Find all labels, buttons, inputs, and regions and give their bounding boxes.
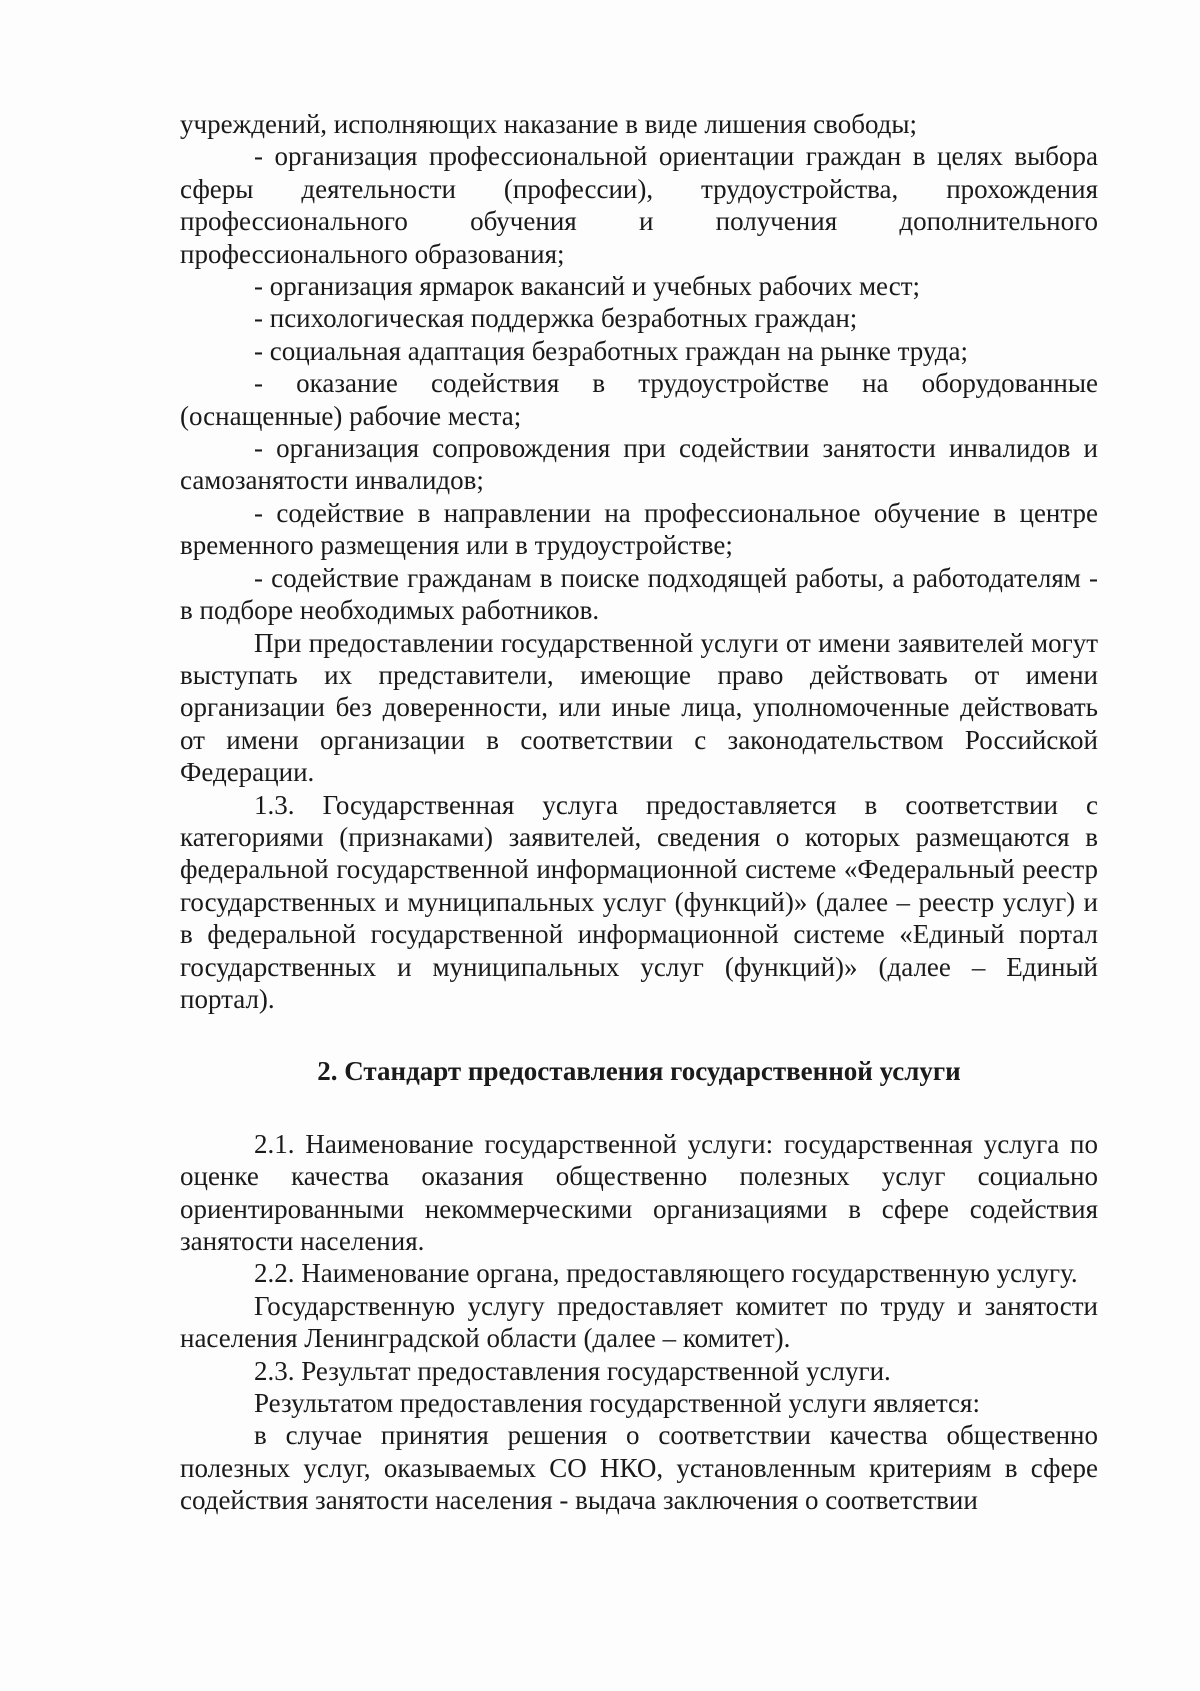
section-heading: 2. Стандарт предоставления государственной услуги (317, 1056, 961, 1087)
paragraph-provider: Государственную услугу предоставляет комитет по труду и занятости населения Ленинградской области (далее – комитет). (180, 1290, 1098, 1354)
paragraph-2-1: 2.1. Наименование государственной услуги: государственная услуга по оценке качества оказания общественно полезных услуг социально ориентированными некоммерческими организациями в сфере содействия занятости населения. (180, 1128, 1098, 1256)
list-item-disabled-support: - организация сопровождения при содействии занятости инвалидов и самозанятости инвалидов; (180, 433, 1098, 496)
paragraph-1-3: 1.3. Государственная услуга предоставляется в соответствии с категориями (признаками) заявителей, сведения о которых размещаются в федеральной государственной информационной системе «Федеральный реестр государственных и муниципальных услуг (функций)» (далее – реестр услуг) и в федеральной государственной информационной системе «Единый портал государственных и муниципальных услуг (функций)» (далее – Единый портал). (180, 789, 1098, 1014)
list-item-job-fairs: - организация ярмарок вакансий и учебных рабочих мест; (254, 271, 920, 302)
paragraph-continuation: учреждений, исполняющих наказание в виде лишения свободы; (180, 109, 918, 139)
list-item-social-adaptation: - социальная адаптация безработных граждан на рынке труда; (254, 335, 968, 366)
list-item-job-search: - содействие гражданам в поиске подходящей работы, а работодателям - в подборе необходимых работников. (180, 562, 1098, 626)
paragraph-representatives: При предоставлении государственной услуги от имени заявителей могут выступать их представители, имеющие право действовать от имени организации без доверенности, или иные лица, уполномоченные действовать от имени организации в соответствии с законодательством Российской Федерации. (180, 627, 1098, 788)
document-body (180, 108, 1098, 1517)
paragraph-2-3: 2.3. Результат предоставления государственной услуги. (254, 1355, 891, 1386)
list-item-career-guidance: - организация профессиональной ориентации граждан в целях выбора сферы деятельности (профессии), трудоустройства, прохождения профессионального обучения и получения дополнительного профессионального образования; (180, 141, 1098, 269)
paragraph-2-2: 2.2. Наименование органа, предоставляющего государственную услугу. (254, 1258, 1078, 1289)
list-item-psychological-support: - психологическая поддержка безработных граждан; (254, 303, 858, 334)
paragraph-result-intro: Результатом предоставления государственной услуги является: (254, 1388, 980, 1419)
paragraph-result-case: в случае принятия решения о соответствии качества общественно полезных услуг, оказываемых СО НКО, установленным критериям в сфере содействия занятости населения - выдача заключения о соответствии (180, 1420, 1098, 1516)
list-item-equipped-workplaces: - оказание содействия в трудоустройстве на оборудованные (оснащенные) рабочие места; (180, 368, 1098, 431)
list-item-temporary-placement: - содействие в направлении на профессиональное обучение в центре временного размещения или в трудоустройстве; (180, 497, 1098, 561)
